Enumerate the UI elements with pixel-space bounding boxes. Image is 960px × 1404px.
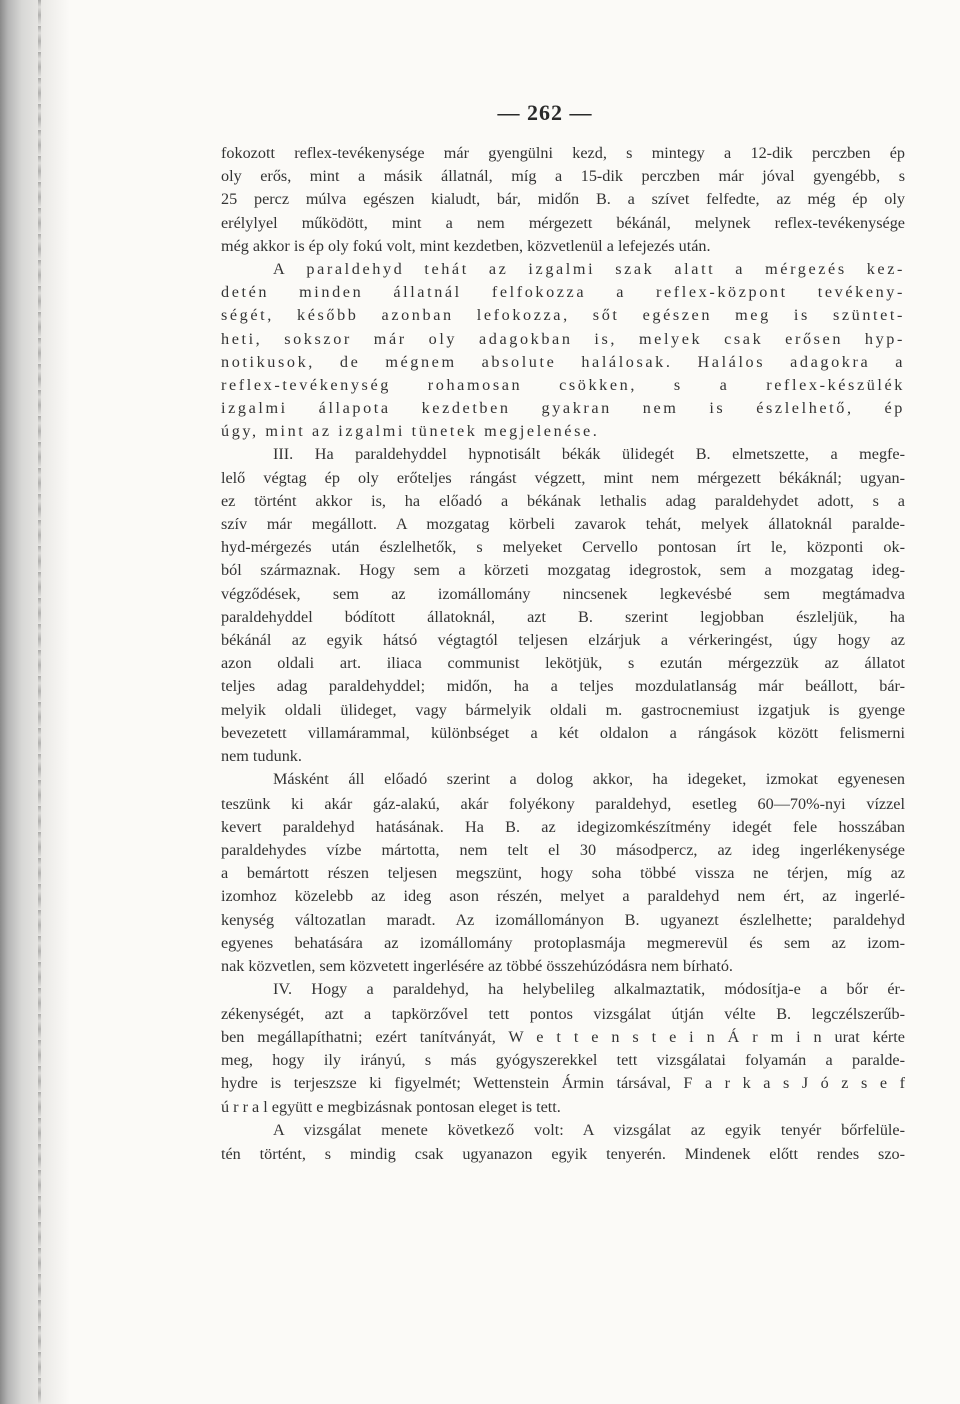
text-line: ez történt akkor is, ha előadó a békának lethalis adag paraldehydet adott, s a — [221, 491, 905, 510]
text-line: paraldehydes vízbe mártotta, nem telt el 30 másodpercz, az ideg ingerlékenysége — [221, 841, 905, 860]
text-line: zékenységét, azt a tapkörzővel tett pontos vizsgálat útján vélte B. legczélszerűb- — [221, 1004, 905, 1023]
text-line: erélylyel működött, mint a nem mérgezett békánál, melynek reflex-tevékenysége — [221, 213, 905, 232]
text-line: nem tudunk. — [221, 746, 302, 765]
text-line: ségét, később azonban lefokozza, sőt egészen meg is szüntet- — [221, 306, 905, 325]
text-line: IV. Hogy a paraldehyd, ha helybelileg alkalmaztatik, módosítja-e a bőr ér- — [273, 980, 905, 999]
text-line: békánál az egyik hátsó végtagtól teljesen elzárjuk a vérkeringést, úgy hogy az — [221, 630, 905, 649]
text-line: ben megállapíthatni; ezért tanítványát, W e t t e n s t e i n Á r m i n urat kérte — [221, 1027, 905, 1046]
text-line: úgy, mint az izgalmi tünetek megjelenése. — [221, 422, 600, 441]
text-line: végződések, sem az izomállomány nincsenek legkevésbé sem megtámadva — [221, 584, 905, 603]
text-line: melyik oldali ülideget, vagy bármelyik oldali m. gastrocnemiust izgatjuk is gyenge — [221, 700, 905, 719]
text-line: teszünk ki akár gáz-alakú, akár folyékony paraldehyd, esetleg 60—70%-nyi vízzel — [221, 794, 905, 813]
text-line: izomhoz közelebb az ideg ason részén, melyet a paraldehyd nem ért, az ingerlé- — [221, 887, 905, 906]
text-line: hyd-mérgezés után észlelhetők, s melyeket Cervello pontosan írt le, központi ok- — [221, 538, 905, 557]
page-number: — 262 — — [497, 100, 593, 125]
text-line: azon oldali art. iliaca communist lekötjük, s ezután mérgezzük az állatot — [221, 654, 905, 673]
text-line: még akkor is ép oly fokú volt, mint kezdetben, közvetlenül a lefejezés után. — [221, 236, 711, 255]
text-line: bevezetett villamárammal, különbséget a két oldalon a rángások között felismerni — [221, 723, 905, 742]
text-line: 25 percz múlva egészen kialudt, bár, midőn B. a szívet felfedte, az még ép oly — [221, 190, 905, 209]
text-line: notikusok, de mégnem absolute halálosak. Halálos adagokra a — [221, 352, 905, 371]
text-line: kevert paraldehyd hatásának. Ha B. az idegizomkészítmény idegét fele hosszában — [221, 817, 905, 836]
text-line: reflex-tevékenység rohamosan csökken, s a reflex-készülék — [221, 375, 905, 394]
text-line: hydre is terjeszsze ki figyelmét; Wettenstein Ármin társával, F a r k a s J ó z s e f — [221, 1074, 905, 1093]
text-line: egyenes behatására az izomállomány protoplasmája megmerevül és sem az izom- — [221, 933, 905, 952]
text-line: Másként áll előadó szerint a dolog akkor, ha idegeket, izmokat egyenesen — [273, 770, 905, 789]
text-line: oly erős, mint a másik állatnál, míg a 15-dik perczben már jóval gyengébb, s — [221, 167, 905, 186]
text-line: detén minden állatnál felfokozza a reflex-központ tevékeny- — [221, 283, 905, 302]
text-line: tén történt, s mindig csak ugyanazon egyik tenyerén. Mindenek előtt rendes szo- — [221, 1145, 905, 1164]
text-line: szív már megállott. A mozgatag körbeli zavarok tehát, melyek állatoknál paralde- — [221, 515, 905, 533]
text-line: meg, hogy ily irányú, s más gyógyszerekkel tett vizsgálatai folyamán a paralde- — [221, 1051, 905, 1070]
spine-streak — [38, 0, 41, 1404]
text-line: A paraldehyd tehát az izgalmi szak alatt a mérgezés kez- — [273, 259, 905, 278]
text-line: ból származnak. Hogy sem a körzeti mozgatag idegrostok, sem a mozgatag ideg- — [221, 561, 905, 580]
text-line: ú r r a l együtt e megbizásnak pontosan eleget is tett. — [221, 1097, 561, 1116]
text-line: a bemártott részen teljesen megszünt, hogy soha többé vissza ne térjen, míg az — [221, 864, 905, 883]
text-line: heti, sokszor már oly adagokban is, melyek csak erősen hyp- — [221, 329, 905, 348]
text-line: III. Ha paraldehyddel hypnotisált békák ülidegét B. elmetszette, a megfe- — [273, 445, 905, 464]
text-line: paraldehyddel bódított állatoknál, azt B. szerint legjobban észleljük, ha — [221, 607, 905, 626]
body-text — [221, 142, 905, 1166]
text-line: kenység változatlan maradt. Az izomállományon B. ugyanezt észlelhette; paraldehyd — [221, 910, 905, 929]
text-line: teljes adag paraldehyddel; midőn, ha a teljes mozdulatlanság már beállott, bár- — [221, 677, 905, 696]
text-line: lelő végtag ép oly erőteljes rángást végzett, mint nem mérgezett békáknál; ugyan- — [221, 468, 905, 487]
text-line: A vizsgálat menete következő volt: A vizsgálat az egyik tenyér bőrfelüle- — [273, 1120, 905, 1139]
text-line: nak közvetlen, sem közvetett ingerlésére az többé összehúzódásra nem bírható. — [221, 956, 733, 975]
text-line: izgalmi állapota kezdetben gyakran nem is észlelhető, ép — [221, 399, 905, 418]
book-spine-shadow — [0, 0, 70, 1404]
text-line: fokozott reflex-tevékenysége már gyengülni kezd, s mintegy a 12-dik perczben ép — [221, 144, 905, 162]
